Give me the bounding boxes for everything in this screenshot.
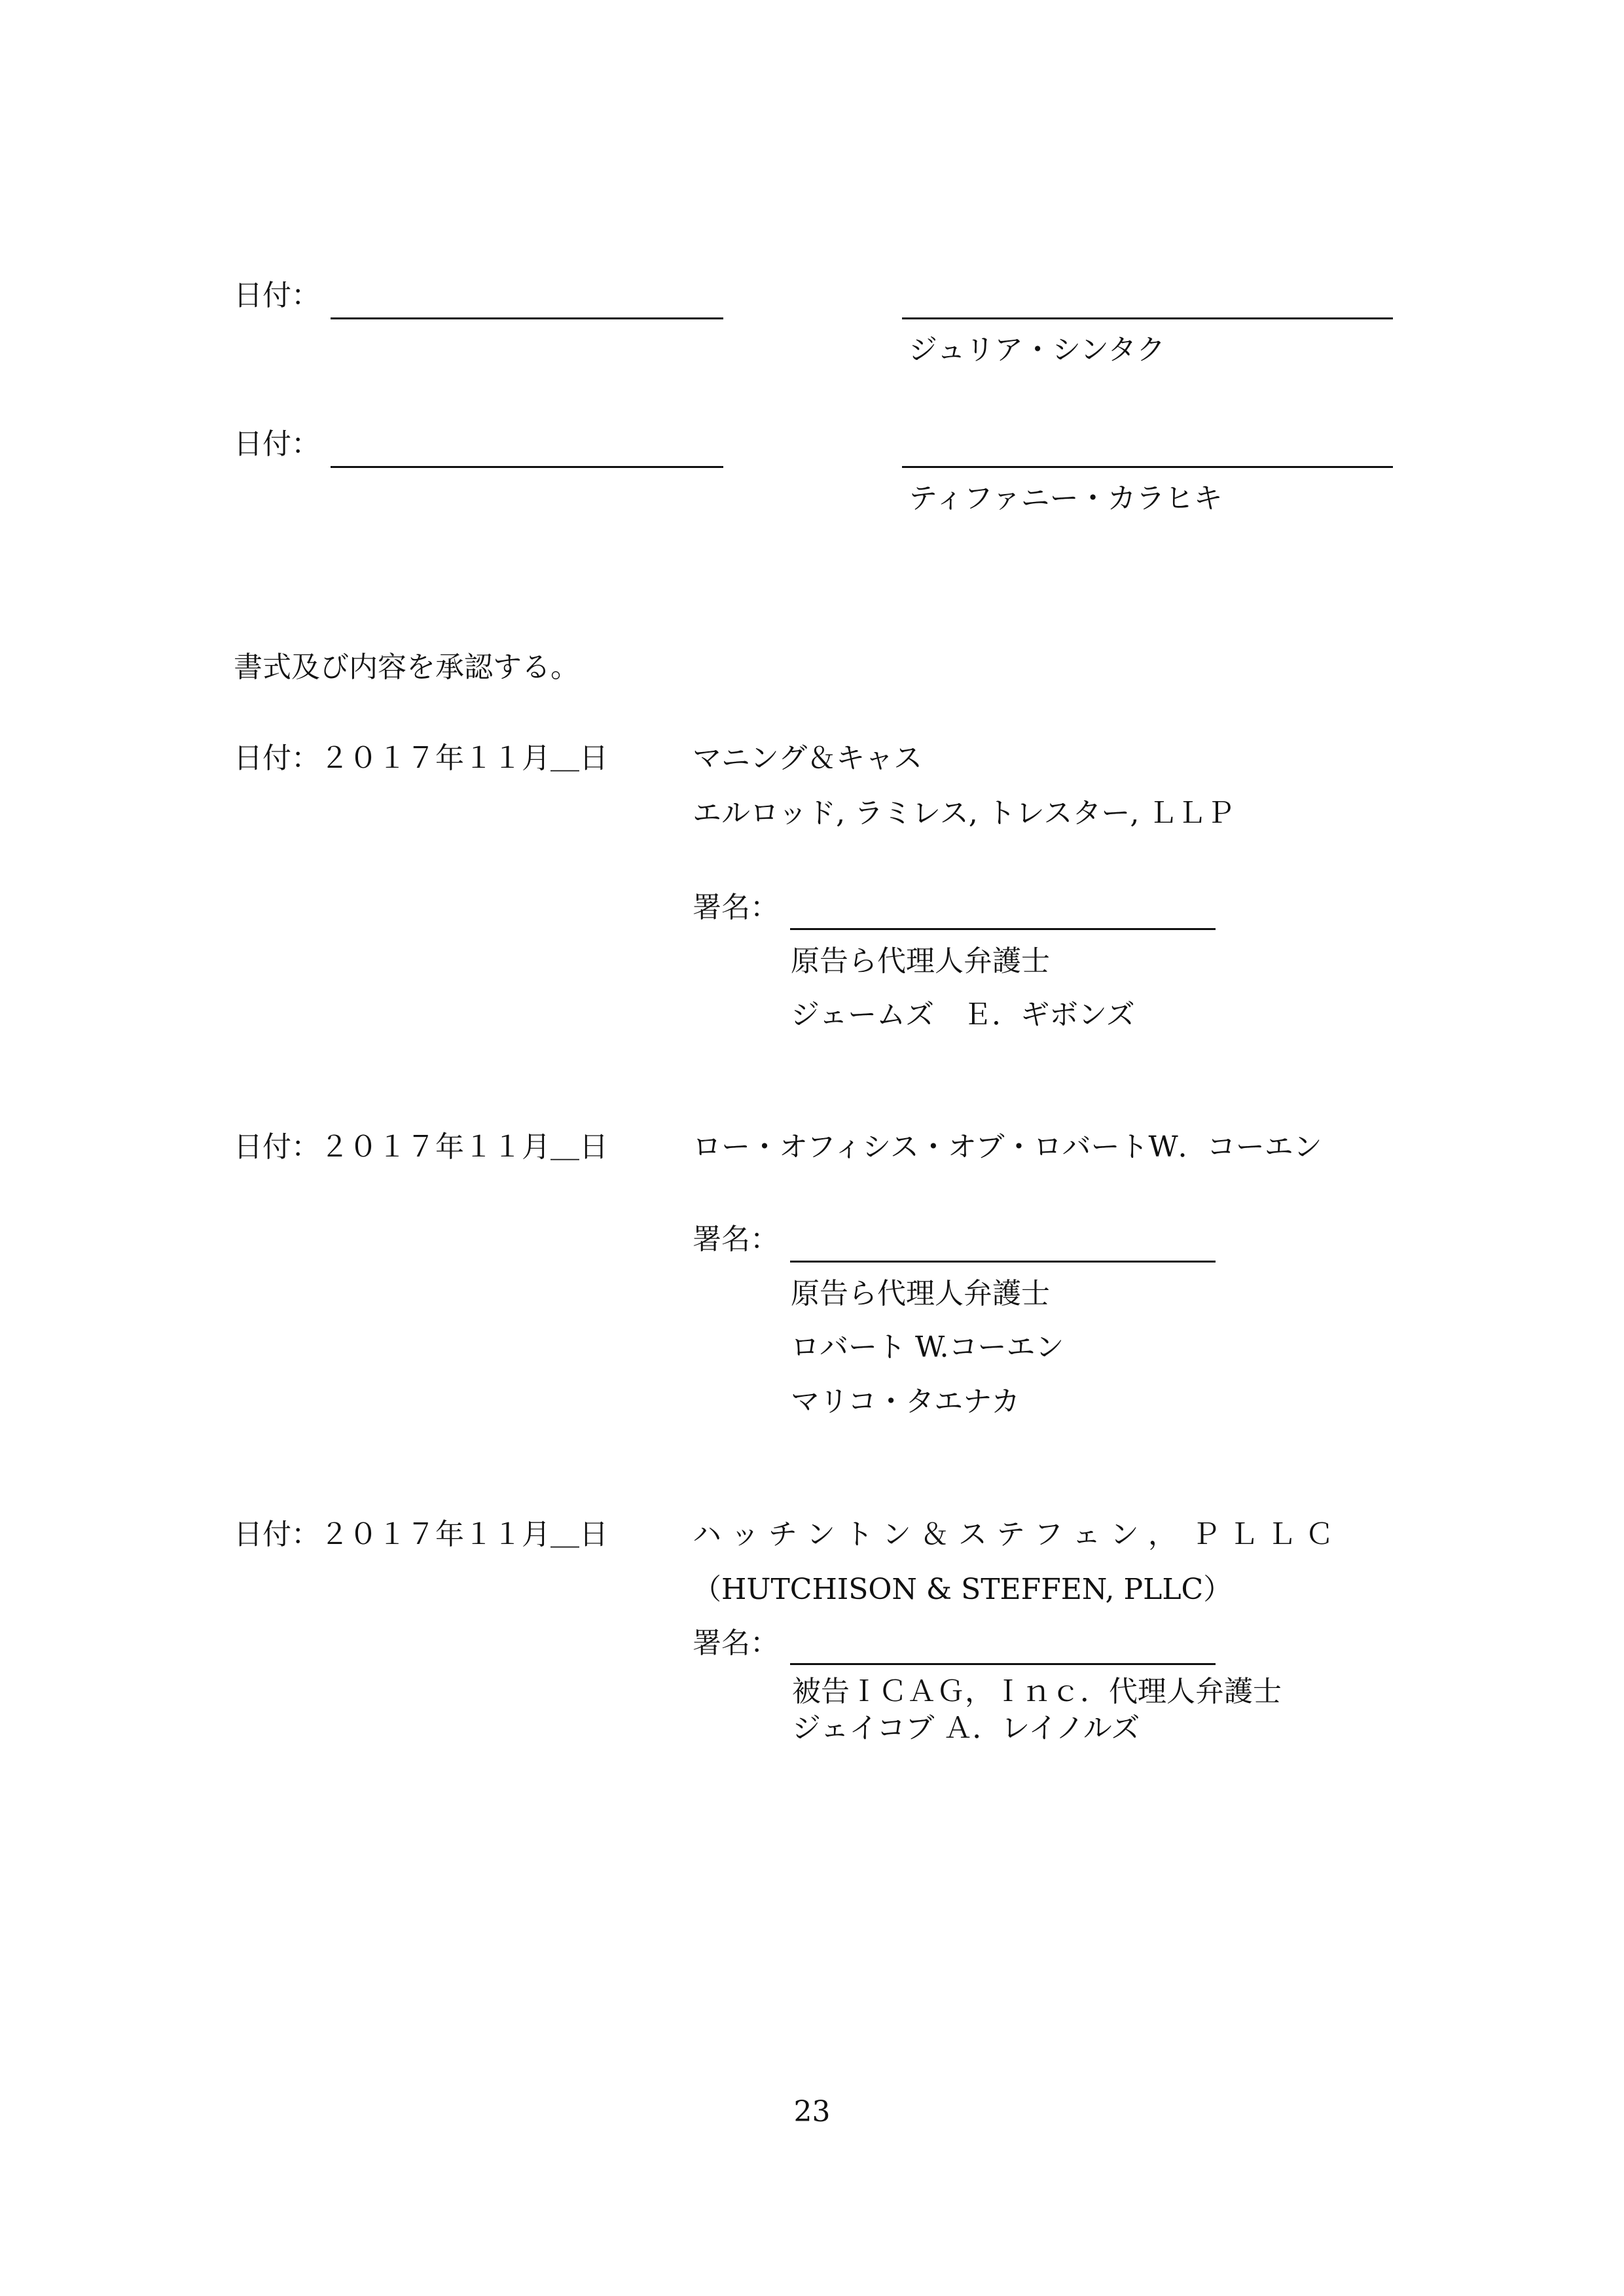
firm-3-attorney-role: 被告ＩＣＡＧ，Ｉｎｃ．代理人弁護士 [792, 1675, 1282, 1708]
signer-name-1: ジュリア・シンタク [909, 333, 1166, 367]
firm-1-name-line-1: マニング＆キャス [693, 742, 923, 775]
firm-1-attorney-role: 原告ら代理人弁護士 [791, 944, 1050, 978]
signature-line-2[interactable] [902, 466, 1393, 468]
firm-2-signature-line[interactable] [790, 1261, 1216, 1263]
firm-2-attorney-name-1: ロバート W.コーエン [791, 1331, 1064, 1364]
firm-3-name-line-1: ハ ッ チ ン ト ン ＆ ス テ フ ェ ン ， Ｐ Ｌ Ｌ Ｃ [693, 1518, 1334, 1551]
page-number: 23 [793, 2095, 831, 2128]
firm-1-sign-label: 署名： [693, 891, 779, 924]
approval-text: 書式及び内容を承認する。 [234, 651, 579, 684]
date-line-1[interactable] [331, 317, 723, 319]
firm-1-attorney-name: ジェームズ Ｅ．ギボンズ [791, 998, 1135, 1031]
date-label-1: 日付： [234, 279, 320, 312]
firm-1-name-line-2: エルロッド, ラミレス, トレスター, ＬＬＰ [693, 797, 1235, 830]
firm-3-date: 日付：２０１７年１１月＿日 [234, 1518, 608, 1551]
firm-2-attorney-name-2: マリコ・タエナカ [791, 1385, 1020, 1418]
date-line-2[interactable] [331, 466, 723, 468]
firm-2-attorney-role: 原告ら代理人弁護士 [791, 1277, 1050, 1310]
firm-2-name-line-1: ロー・オフィシス・オブ・ロバートW．コーエン [693, 1130, 1322, 1164]
firm-2-date: 日付：２０１７年１１月＿日 [234, 1130, 608, 1164]
firm-3-attorney-name: ジェイコブ Ａ．レイノルズ [792, 1712, 1140, 1745]
signature-line-1[interactable] [902, 317, 1393, 319]
firm-1-signature-line[interactable] [790, 928, 1216, 930]
firm-3-name-line-2: （HUTCHISON & STEFFEN, PLLC） [693, 1573, 1233, 1606]
firm-1-date: 日付：２０１７年１１月＿日 [234, 742, 608, 775]
date-label-2: 日付： [234, 427, 320, 461]
firm-2-sign-label: 署名： [693, 1223, 779, 1256]
signer-name-2: ティファニー・カラヒキ [909, 482, 1223, 515]
firm-3-signature-line[interactable] [790, 1663, 1216, 1665]
firm-3-sign-label: 署名： [693, 1626, 779, 1660]
